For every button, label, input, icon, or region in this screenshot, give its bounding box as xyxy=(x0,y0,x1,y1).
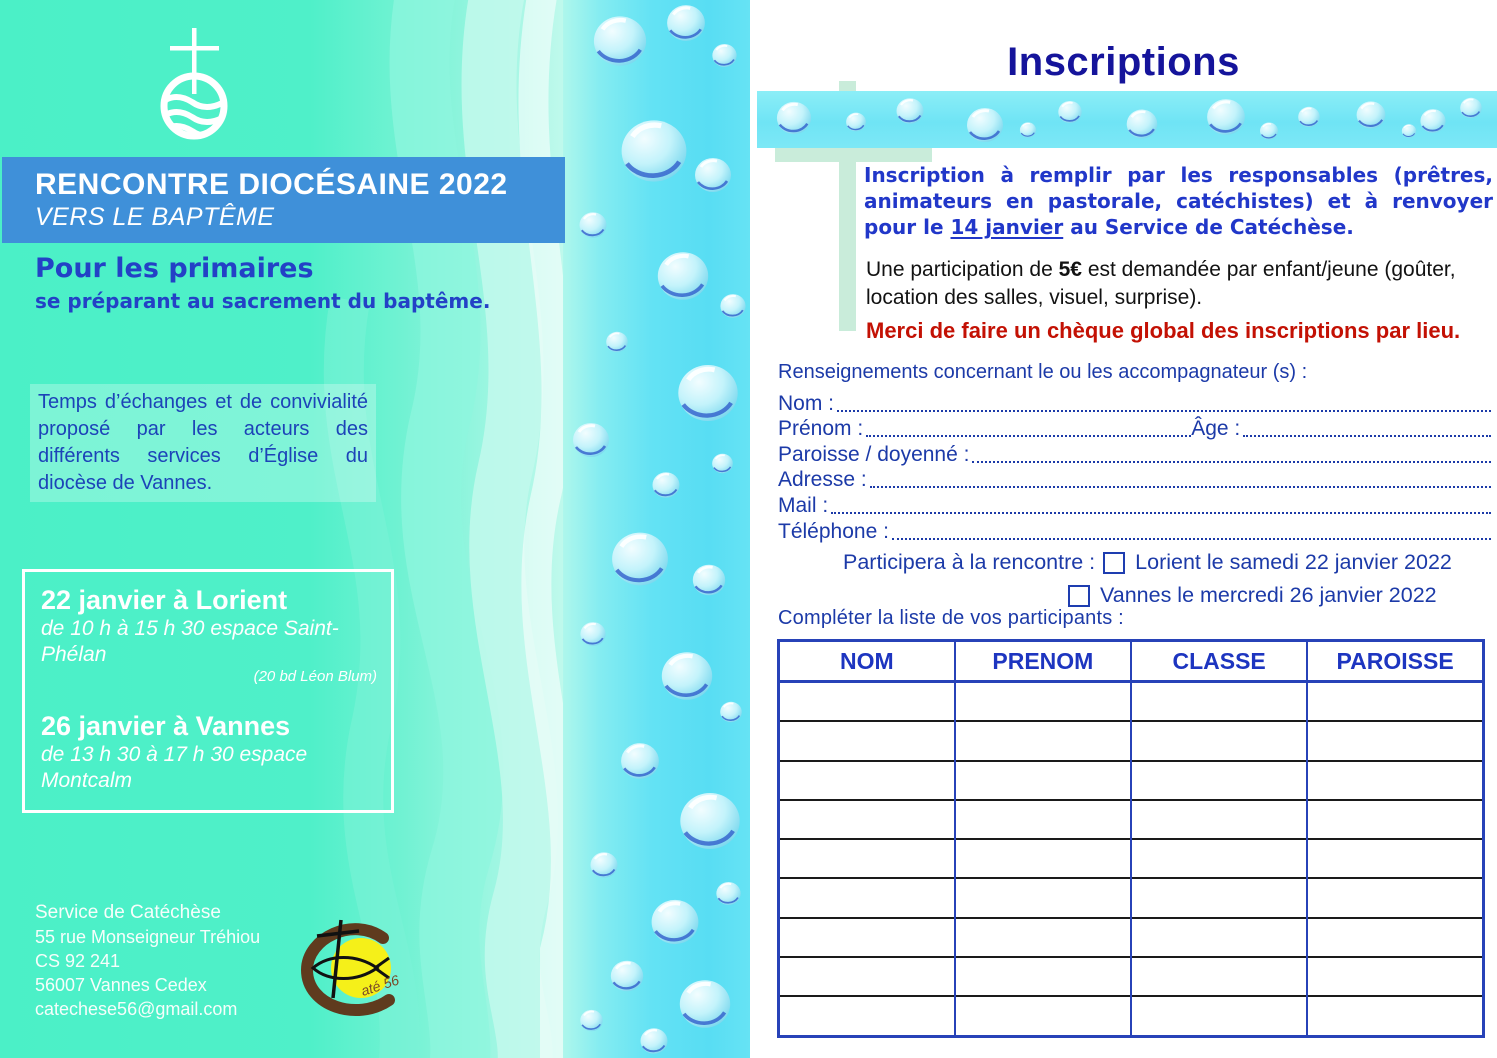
cate56-logo xyxy=(283,916,411,1028)
prenom-label: Prénom : xyxy=(778,417,864,441)
table-cell[interactable] xyxy=(1307,839,1483,878)
contact-service: Service de Catéchèse xyxy=(35,902,221,923)
adresse-input-line[interactable] xyxy=(870,486,1491,488)
table-cell[interactable] xyxy=(1307,918,1483,957)
participation-label: Participera à la rencontre : xyxy=(843,550,1096,574)
table-caption: Compléter la liste de vos participants : xyxy=(778,607,1124,629)
audience-subtitle: se préparant au sacrement du baptême. xyxy=(35,289,491,313)
table-row xyxy=(779,918,1484,957)
table-row xyxy=(779,839,1484,878)
table-cell[interactable] xyxy=(1131,878,1307,917)
header-nom: NOM xyxy=(779,641,955,682)
field-telephone xyxy=(778,518,1491,544)
nom-input-line[interactable] xyxy=(837,410,1491,412)
lorient-option-label: Lorient le samedi 22 janvier 2022 xyxy=(1135,550,1452,574)
age-input-line[interactable] xyxy=(1243,435,1491,437)
table-cell[interactable] xyxy=(1307,800,1483,839)
band-droplets-graphic xyxy=(757,91,1497,148)
contact-city: 56007 Vannes Cedex xyxy=(35,975,207,995)
table-cell[interactable] xyxy=(1307,721,1483,760)
nom-label: Nom : xyxy=(778,391,835,415)
header-prenom: PRENOM xyxy=(955,641,1131,682)
fee-amount: 5€ xyxy=(1058,258,1082,281)
instructions-before: Inscription à remplir par les responsables (prêtres, animateurs en pastorale, catéchistes) et à renvoyer pour le xyxy=(864,163,1493,239)
table-cell[interactable] xyxy=(779,878,955,917)
event-title: RENCONTRE DIOCÉSAINE 2022 xyxy=(35,168,508,201)
table-cell[interactable] xyxy=(779,839,955,878)
events-box xyxy=(22,569,394,813)
table-cell[interactable] xyxy=(955,878,1131,917)
table-cell[interactable] xyxy=(1131,839,1307,878)
green-cross-horizontal xyxy=(775,147,932,162)
baptism-cross-water-icon xyxy=(148,26,240,142)
header-classe: CLASSE xyxy=(1131,641,1307,682)
table-cell[interactable] xyxy=(955,957,1131,996)
audience-title: Pour les primaires xyxy=(35,253,314,284)
fee-paragraph xyxy=(866,256,1492,312)
table-header-row xyxy=(779,641,1484,682)
table-row xyxy=(779,957,1484,996)
event-2-title: 26 janvier à Vannes xyxy=(41,711,291,741)
table-cell[interactable] xyxy=(779,918,955,957)
table-cell[interactable] xyxy=(1131,682,1307,722)
table-cell[interactable] xyxy=(955,918,1131,957)
table-cell[interactable] xyxy=(1307,957,1483,996)
header-paroisse: PAROISSE xyxy=(1307,641,1483,682)
contact-email: catechese56@gmail.com xyxy=(35,999,238,1019)
title-banner xyxy=(2,157,565,243)
table-cell[interactable] xyxy=(779,957,955,996)
table-cell[interactable] xyxy=(1131,957,1307,996)
table-cell[interactable] xyxy=(1131,918,1307,957)
mail-label: Mail : xyxy=(778,493,829,517)
logo-text: até 56 xyxy=(358,971,401,999)
table-cell[interactable] xyxy=(955,800,1131,839)
telephone-label: Téléphone : xyxy=(778,519,889,543)
table-cell[interactable] xyxy=(779,996,955,1036)
table-cell[interactable] xyxy=(955,996,1131,1036)
contact-form xyxy=(778,390,1491,544)
event-subtitle: VERS LE BAPTÊME xyxy=(35,203,275,231)
vannes-option-label: Vannes le mercredi 26 janvier 2022 xyxy=(1100,583,1437,607)
participation-row-lorient xyxy=(843,550,1452,575)
intro-text-box: Temps d’échanges et de convivialité proposé par les acteurs des différents services d’Église du diocèse de Vannes. xyxy=(30,384,376,502)
lorient-checkbox[interactable] xyxy=(1103,552,1125,574)
table-cell[interactable] xyxy=(779,800,955,839)
field-nom xyxy=(778,390,1491,416)
contact-cs: CS 92 241 xyxy=(35,951,121,971)
mail-input-line[interactable] xyxy=(831,512,1491,514)
table-cell[interactable] xyxy=(955,761,1131,800)
table-cell[interactable] xyxy=(1307,996,1483,1036)
table-cell[interactable] xyxy=(955,839,1131,878)
instructions-paragraph xyxy=(864,162,1493,240)
table-row xyxy=(779,996,1484,1036)
table-row xyxy=(779,721,1484,760)
field-adresse xyxy=(778,467,1491,493)
participants-table-wrap xyxy=(777,639,1485,1038)
paroisse-label: Paroisse / doyenné : xyxy=(778,442,970,466)
droplets-graphic xyxy=(563,0,750,1058)
table-cell[interactable] xyxy=(779,682,955,722)
table-row xyxy=(779,761,1484,800)
participation-row-vannes xyxy=(1068,583,1437,608)
prenom-input-line[interactable] xyxy=(866,435,1191,437)
field-prenom-age xyxy=(778,416,1491,442)
paroisse-input-line[interactable] xyxy=(972,461,1491,463)
cheque-note: Merci de faire un chèque global des inscriptions par lieu. xyxy=(866,318,1461,343)
age-label: Âge : xyxy=(1191,417,1241,441)
table-cell[interactable] xyxy=(1131,996,1307,1036)
section-label: Renseignements concernant le ou les accompagnateur (s) : xyxy=(778,361,1308,383)
field-mail xyxy=(778,492,1491,518)
contact-street: 55 rue Monseigneur Tréhiou xyxy=(35,927,261,947)
event-1-title: 22 janvier à Lorient xyxy=(41,585,288,615)
event-2-detail: de 13 h 30 à 17 h 30 espace Montcalm xyxy=(41,743,308,792)
table-cell[interactable] xyxy=(1307,761,1483,800)
vannes-checkbox[interactable] xyxy=(1068,585,1090,607)
page-title: Inscriptions xyxy=(1007,40,1240,84)
field-paroisse xyxy=(778,441,1491,467)
fee-after: est demandée par enfant/jeune (goûter, location des salles, visuel, surprise). xyxy=(866,258,1456,309)
instructions-after: au Service de Catéchèse. xyxy=(1063,215,1354,239)
table-cell[interactable] xyxy=(955,682,1131,722)
water-droplets-strip xyxy=(563,0,750,1058)
fee-before: Une participation de xyxy=(866,258,1059,281)
table-cell[interactable] xyxy=(779,721,955,760)
table-cell[interactable] xyxy=(1307,878,1483,917)
table-cell[interactable] xyxy=(779,761,955,800)
table-cell[interactable] xyxy=(1131,761,1307,800)
table-cell[interactable] xyxy=(1307,682,1483,722)
table-row xyxy=(779,682,1484,722)
adresse-label: Adresse : xyxy=(778,468,867,492)
table-cell[interactable] xyxy=(1131,800,1307,839)
contact-block xyxy=(35,901,260,1021)
table-cell[interactable] xyxy=(955,721,1131,760)
deadline-date: 14 janvier xyxy=(950,215,1064,239)
event-1-note: (20 bd Léon Blum) xyxy=(253,668,377,685)
table-row xyxy=(779,878,1484,917)
water-droplets-band xyxy=(757,91,1497,148)
table-cell[interactable] xyxy=(1131,721,1307,760)
table-row xyxy=(779,800,1484,839)
telephone-input-line[interactable] xyxy=(892,538,1491,540)
event-1-detail: de 10 h à 15 h 30 espace Saint-Phélan xyxy=(41,617,339,666)
participants-table xyxy=(777,639,1485,1038)
